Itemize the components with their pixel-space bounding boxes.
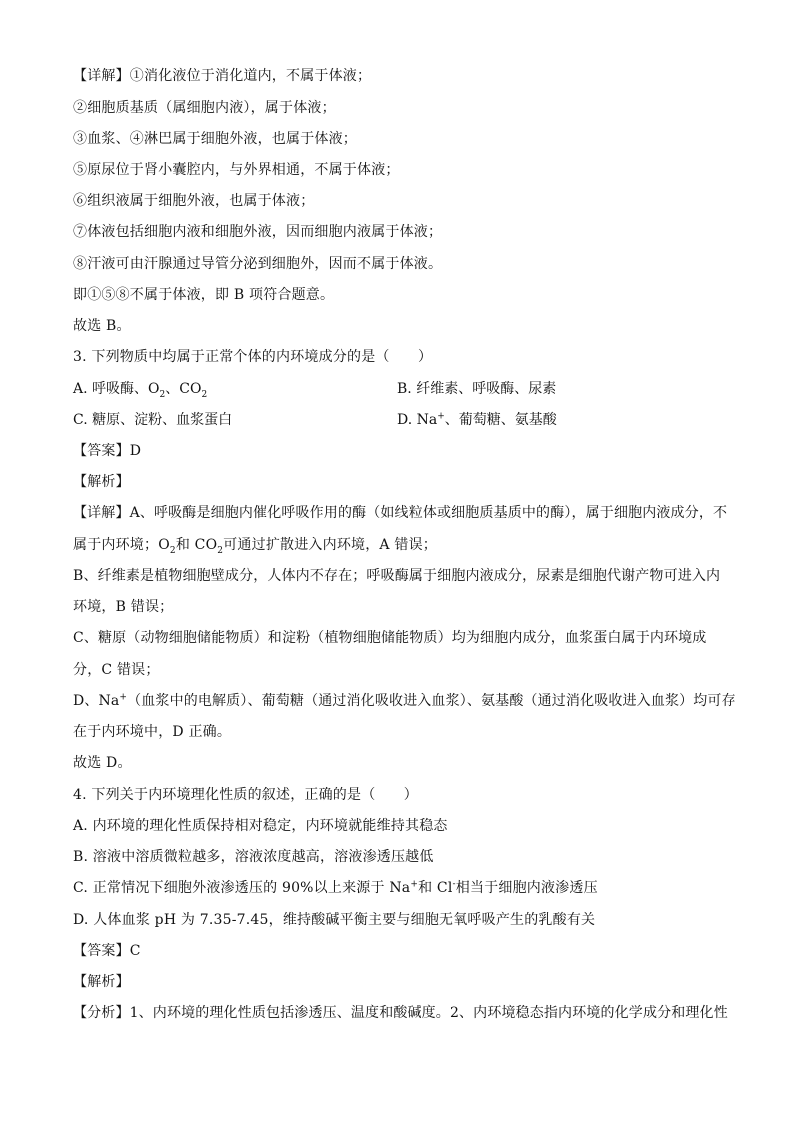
question-3-stem: 3. 下列物质中均属于正常个体的内环境成分的是（ ） bbox=[73, 349, 433, 365]
explanation-3-line-4: 环境，B 错误； bbox=[73, 599, 174, 615]
detail-line-7: ⑧汗液可由汗腺通过导管分泌到细胞外，因而不属于体液。 bbox=[73, 256, 443, 272]
detail-line-4: ⑤原尿位于肾小囊腔内，与外界相通，不属于体液； bbox=[73, 162, 400, 178]
question-4-option-d: D. 人体血浆 pH 为 7.35-7.45，维持酸碱平衡主要与细胞无氧呼吸产生的乳酸有关 bbox=[73, 912, 596, 928]
choose-d: 故选 D。 bbox=[73, 755, 132, 771]
choose-b: 故选 B。 bbox=[73, 318, 131, 334]
detail-line-1: 【详解】①消化液位于消化道内，不属于体液； bbox=[73, 68, 372, 84]
explanation-3-line-1: 【详解】A、呼吸酶是细胞内催化呼吸作用的酶（如线粒体或细胞质基质中的酶），属于细胞内液成分，不 bbox=[73, 505, 728, 521]
question-4-option-c: C. 正常情况下细胞外液渗透压的 90%以上来源于 Na+和 Cl-相当于细胞内液渗透压 bbox=[73, 879, 598, 896]
question-3-option-c: C. 糖原、淀粉、血浆蛋白 bbox=[73, 412, 233, 428]
answer-4: 【答案】C bbox=[73, 943, 141, 959]
question-3-option-b: B. 纤维素、呼吸酶、尿素 bbox=[397, 381, 557, 397]
explanation-3-line-5: C、糖原（动物细胞储能物质）和淀粉（植物细胞储能物质）均为细胞内成分，血浆蛋白属于内环境成 bbox=[73, 630, 707, 646]
answer-3: 【答案】D bbox=[73, 443, 142, 459]
analysis-4-heading: 【解析】 bbox=[73, 974, 130, 990]
question-4-option-b: B. 溶液中溶质微粒越多，溶液浓度越高，溶液渗透压越低 bbox=[73, 849, 434, 865]
question-4-stem: 4. 下列关于内环境理化性质的叙述，正确的是（ ） bbox=[73, 787, 419, 803]
analysis-3-heading: 【解析】 bbox=[73, 474, 130, 490]
explanation-3-line-8: 在于内环境中，D 正确。 bbox=[73, 724, 232, 740]
detail-line-5: ⑥组织液属于细胞外液，也属于体液； bbox=[73, 193, 315, 209]
explanation-3-line-2: 属于内环境；$O_2$和 $CO_2$可通过扩散进入内环境，A 错误； bbox=[73, 537, 437, 556]
question-3-option-d: D. Na+、葡萄糖、氨基酸 bbox=[397, 411, 557, 428]
question-3-option-a: A. 呼吸酶、$O_2$、$CO_2$ bbox=[73, 381, 208, 400]
explanation-3-line-7: D、Na+（血浆中的电解质）、葡萄糖（通过消化吸收进入血浆）、氨基酸（通过消化吸收进入血浆）均可存 bbox=[73, 692, 736, 709]
explanation-3-line-6: 分，C 错误； bbox=[73, 662, 160, 678]
detail-line-6: ⑦体液包括细胞内液和细胞外液，因而细胞内液属于体液； bbox=[73, 224, 443, 240]
detail-line-8: 即①⑤⑧不属于体液，即 B 项符合题意。 bbox=[73, 287, 335, 303]
detail-line-3: ③血浆、④淋巴属于细胞外液，也属于体液； bbox=[73, 131, 357, 147]
detail-line-2: ②细胞质基质（属细胞内液），属于体液； bbox=[73, 100, 336, 116]
analysis-4-line-1: 【分析】1、内环境的理化性质包括渗透压、温度和酸碱度。2、内环境稳态指内环境的化学成分和理化性 bbox=[73, 1005, 728, 1021]
question-4-option-a: A. 内环境的理化性质保持相对稳定，内环境就能维持其稳态 bbox=[73, 818, 448, 834]
explanation-3-line-3: B、纤维素是植物细胞壁成分，人体内不存在；呼吸酶属于细胞内液成分，尿素是细胞代谢产物可进入内 bbox=[73, 568, 721, 584]
